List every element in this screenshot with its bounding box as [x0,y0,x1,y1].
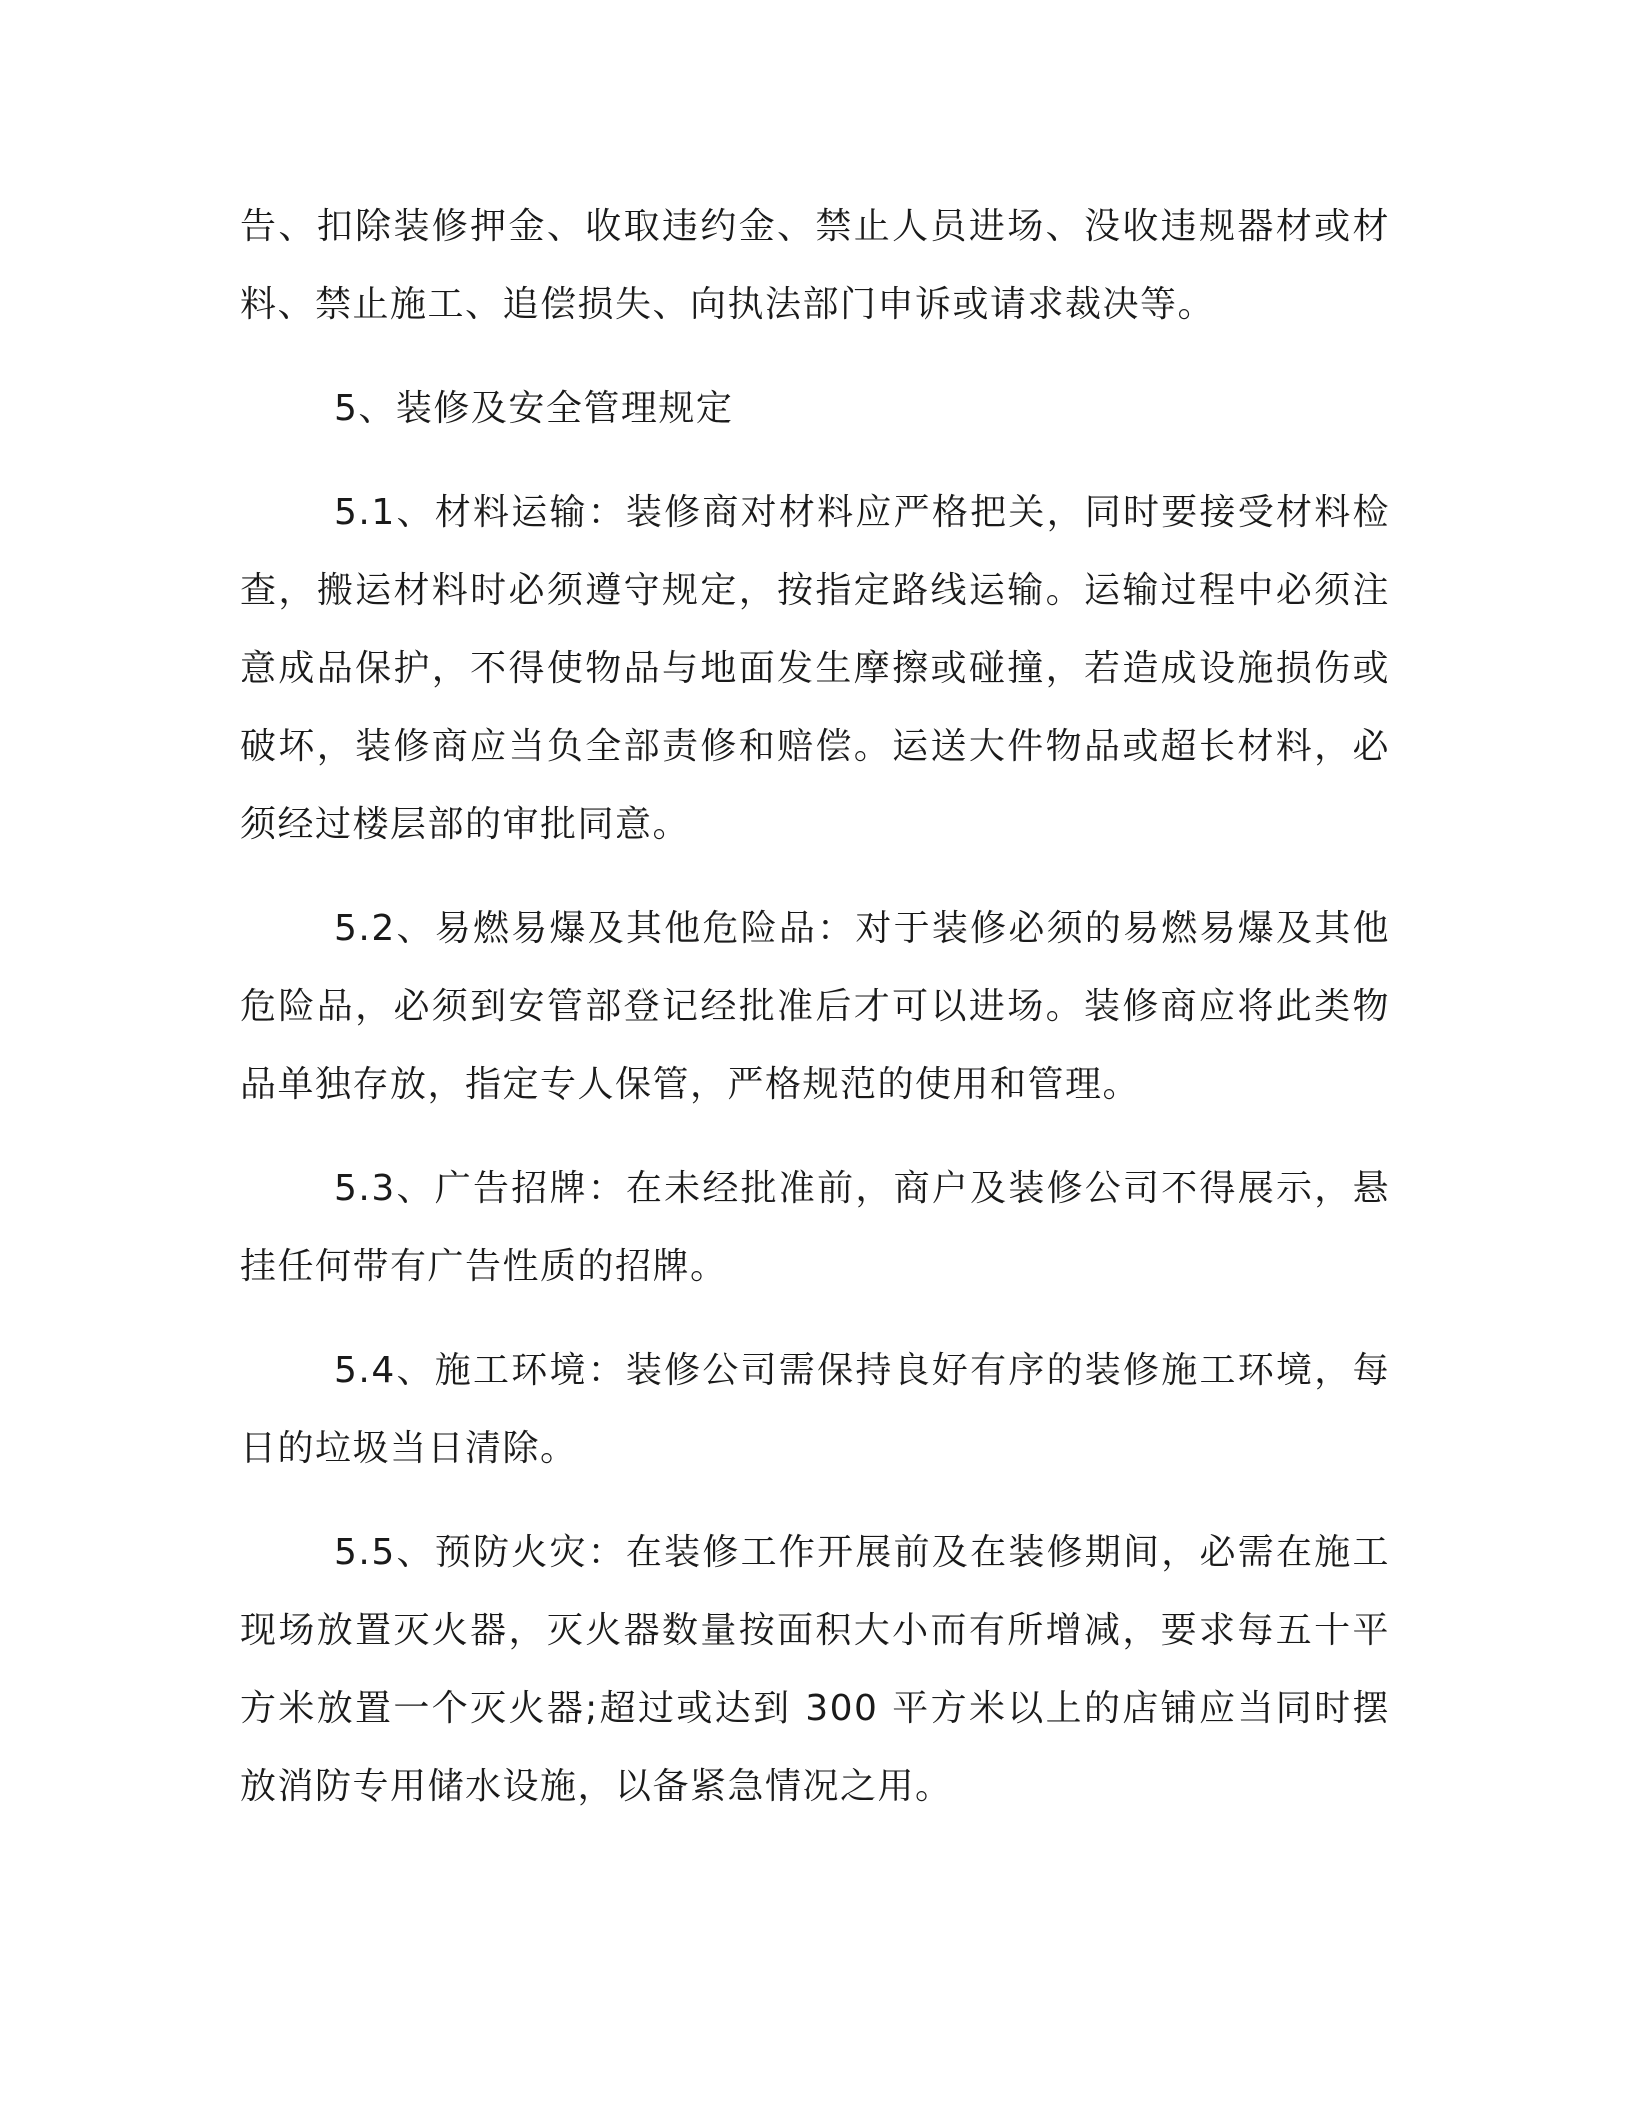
paragraph-5-4: 5.4、施工环境：装修公司需保持良好有序的装修施工环境，每日的垃圾当日清除。 [240,1350,1390,1469]
paragraph-5-1: 5.1、材料运输：装修商对材料应严格把关，同时要接受材料检查，搬运材料时必须遵守规定，按指定路线运输。运输过程中必须注意成品保护，不得使物品与地面发生摩擦或碰撞，若造成设施损伤或破坏，装修商应当负全部责修和赔偿。运送大件物品或超长材料，必须经过楼层部的审批同意。 [240,492,1390,845]
paragraph-5-3: 5.3、广告招牌：在未经批准前，商户及装修公司不得展示，悬挂任何带有广告性质的招牌。 [240,1168,1390,1287]
section-heading: 5、装修及安全管理规定 [334,388,734,429]
paragraph-5-2: 5.2、易燃易爆及其他危险品：对于装修必须的易燃易爆及其他危险品，必须到安管部登记经批准后才可以进场。装修商应将此类物品单独存放，指定专人保管，严格规范的使用和管理。 [240,908,1390,1105]
paragraph-5-5: 5.5、预防火灾：在装修工作开展前及在装修期间，必需在施工现场放置灭火器，灭火器数量按面积大小而有所增减，要求每五十平方米放置一个灭火器;超过或达到 300 平方米以上的店铺应当同时摆放消防专用储水设施，以备紧急情况之用。 [240,1532,1390,1807]
paragraph-continuation: 告、扣除装修押金、收取违约金、禁止人员进场、没收违规器材或材料、禁止施工、追偿损失、向执法部门申诉或请求裁决等。 [240,206,1390,325]
document-page [240,188,1390,1826]
